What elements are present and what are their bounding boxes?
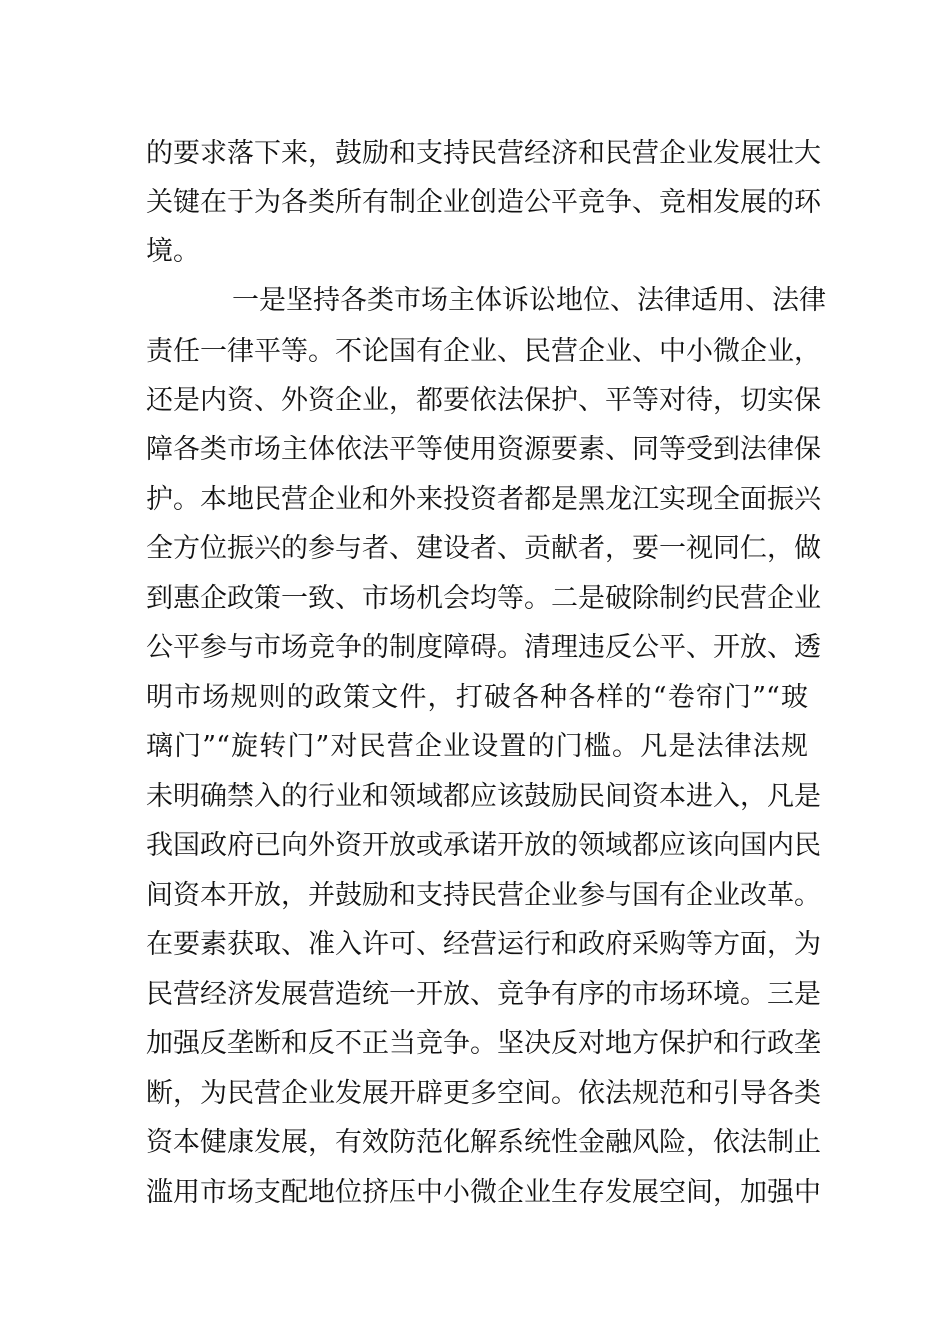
text-line-5: 责任一律平等。不论国有企业、民营企业、中小微企业，: [146, 336, 821, 367]
text-line-19: 加强反垄断和反不正当竞争。坚决反对地方保护和行政垄: [146, 1028, 821, 1059]
text-line-10: 到惠企政策一致、市场机会均等。二是破除制约民营企业: [146, 583, 821, 614]
text-line-6: 还是内资、外资企业，都要依法保护、平等对待，切实保: [146, 385, 821, 416]
text-line-1: 的要求落下来，鼓励和支持民营经济和民营企业发展壮大: [146, 138, 821, 169]
text-line-12: 明市场规则的政策文件，打破各种各样的“卷帘门”“玻: [146, 682, 808, 713]
text-line-7: 障各类市场主体依法平等使用资源要素、同等受到法律保: [146, 434, 821, 465]
text-line-14: 未明确禁入的行业和领域都应该鼓励民间资本进入，凡是: [146, 781, 821, 812]
text-line-20: 断，为民营企业发展开辟更多空间。依法规范和引导各类: [146, 1078, 821, 1109]
text-line-2: 关键在于为各类所有制企业创造公平竞争、竞相发展的环: [146, 187, 821, 218]
text-line-22: 滥用市场支配地位挤压中小微企业生存发展空间，加强中: [146, 1177, 821, 1208]
text-line-18: 民营经济发展营造统一开放、竞争有序的市场环境。三是: [146, 979, 821, 1010]
text-line-15: 我国政府已向外资开放或承诺开放的领域都应该向国内民: [146, 830, 821, 861]
text-line-13: 璃门”“旋转门”对民营企业设置的门槛。凡是法律法规: [146, 731, 808, 762]
text-line-4: 一是坚持各类市场主体诉讼地位、法律适用、法律: [232, 285, 826, 316]
text-line-21: 资本健康发展，有效防范化解系统性金融风险，依法制止: [146, 1127, 821, 1158]
text-line-16: 间资本开放，并鼓励和支持民营企业参与国有企业改革。: [146, 880, 821, 911]
text-line-9: 全方位振兴的参与者、建设者、贡献者，要一视同仁，做: [146, 533, 821, 564]
text-line-3: 境。: [146, 236, 200, 267]
text-line-8: 护。本地民营企业和外来投资者都是黑龙江实现全面振兴: [146, 484, 821, 515]
text-line-17: 在要素获取、准入许可、经营运行和政府采购等方面，为: [146, 929, 821, 960]
text-line-11: 公平参与市场竞争的制度障碍。清理违反公平、开放、透: [146, 632, 821, 663]
